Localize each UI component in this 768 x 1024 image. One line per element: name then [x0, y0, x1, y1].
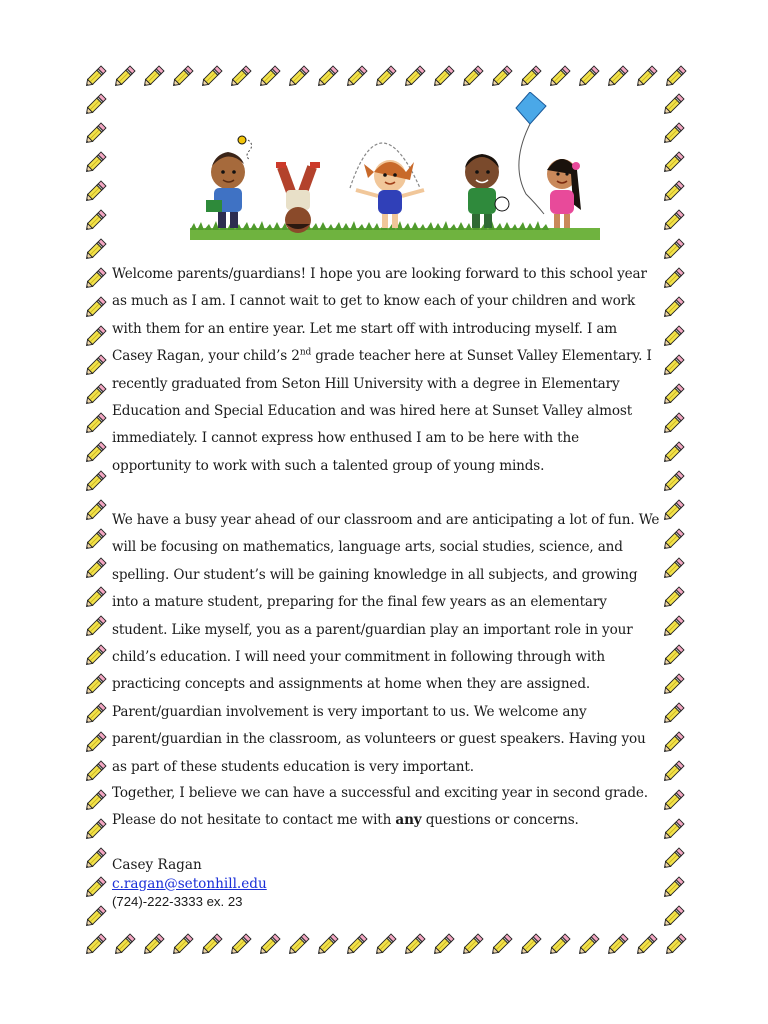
pencil-icon: [82, 846, 108, 872]
pencil-icon: [169, 64, 195, 90]
pencil-icon: [82, 121, 108, 147]
pencil-icon: [343, 64, 369, 90]
pencil-icon: [575, 64, 601, 90]
pencil-icon: [82, 208, 108, 234]
pencil-icon: [82, 150, 108, 176]
pencil-icon: [343, 932, 369, 958]
pencil-icon: [517, 64, 543, 90]
child-with-ball: [465, 154, 509, 228]
pencil-icon: [660, 701, 686, 727]
pencil-icon: [660, 353, 686, 379]
pencil-icon: [285, 64, 311, 90]
pencil-icon: [169, 932, 195, 958]
pencil-icon: [604, 64, 630, 90]
pencil-icon: [660, 672, 686, 698]
pencil-icon: [82, 875, 108, 901]
pencil-icon: [140, 64, 166, 90]
pencil-icon: [82, 817, 108, 843]
pencil-icon: [82, 64, 108, 90]
pencil-border-left: [80, 92, 110, 930]
signature-name: Casey Ragan: [112, 857, 202, 873]
pencil-icon: [660, 324, 686, 350]
pencil-icon: [82, 759, 108, 785]
children-playing-illustration: [190, 92, 600, 240]
signature-block: [112, 856, 512, 912]
pencil-icon: [546, 64, 572, 90]
pencil-icon: [660, 237, 686, 263]
pencil-icon: [459, 64, 485, 90]
pencil-icon: [662, 64, 688, 90]
pencil-icon: [82, 904, 108, 930]
pencil-icon: [82, 788, 108, 814]
pencil-icon: [660, 92, 686, 118]
paragraph-welcome-text-2: grade teacher here at Sunset Valley Elementary. I recently graduated from Seton Hill University with a degree in Elementary Education and Special Education and was hired here at Sunset Valley almost immediately. I cannot express how enthused I am to be here with the opportunity to work with such a talented group of young minds.: [112, 348, 652, 474]
pencil-icon: [82, 266, 108, 292]
pencil-icon: [660, 469, 686, 495]
pencil-icon: [660, 179, 686, 205]
paragraph-closing: [112, 780, 660, 835]
child-doing-handstand: [276, 162, 320, 233]
pencil-icon: [82, 179, 108, 205]
pencil-icon: [488, 64, 514, 90]
pencil-icon: [401, 64, 427, 90]
pencil-icon: [660, 266, 686, 292]
pencil-icon: [660, 382, 686, 408]
pencil-icon: [660, 585, 686, 611]
pencil-icon: [633, 932, 659, 958]
pencil-icon: [633, 64, 659, 90]
pencil-icon: [660, 150, 686, 176]
pencil-icon: [604, 932, 630, 958]
pencil-icon: [198, 932, 224, 958]
pencil-icon: [82, 411, 108, 437]
pencil-icon: [111, 64, 137, 90]
paragraph-welcome: [112, 261, 660, 480]
pencil-icon: [82, 382, 108, 408]
pencil-icon: [430, 932, 456, 958]
pencil-icon: [430, 64, 456, 90]
pencil-icon: [198, 64, 224, 90]
pencil-icon: [660, 643, 686, 669]
pencil-icon: [660, 759, 686, 785]
pencil-icon: [227, 932, 253, 958]
pencil-icon: [82, 932, 108, 958]
child-with-kite: [516, 92, 581, 228]
paragraph-closing-text-2: questions or concerns.: [421, 812, 579, 829]
pencil-icon: [575, 932, 601, 958]
pencil-icon: [140, 932, 166, 958]
pencil-icon: [660, 440, 686, 466]
pencil-icon: [82, 469, 108, 495]
child-jumping-rope: [350, 143, 424, 228]
email-link[interactable]: c.ragan@setonhill.edu: [112, 875, 267, 892]
pencil-icon: [82, 498, 108, 524]
phone-number: (724)-222-3333 ex. 23: [112, 894, 243, 909]
pencil-icon: [459, 932, 485, 958]
paragraph-welcome-text-1: Welcome parents/guardians! I hope you are looking forward to this school year as much as I am. I cannot wait to get to know each of your children and work with them for an entire year. Let me start off with introducing myself. I am Casey Ragan, your child’s 2: [112, 266, 647, 365]
pencil-icon: [660, 556, 686, 582]
emphasis-any: any: [395, 812, 422, 829]
pencil-icon: [660, 788, 686, 814]
pencil-icon: [82, 643, 108, 669]
pencil-icon: [82, 585, 108, 611]
pencil-icon: [82, 440, 108, 466]
pencil-icon: [82, 556, 108, 582]
pencil-border-right: [658, 92, 688, 930]
child-with-book: [206, 136, 252, 228]
pencil-icon: [660, 730, 686, 756]
pencil-icon: [227, 64, 253, 90]
pencil-icon: [111, 932, 137, 958]
pencil-icon: [314, 932, 340, 958]
pencil-icon: [82, 701, 108, 727]
pencil-icon: [82, 324, 108, 350]
pencil-icon: [660, 527, 686, 553]
pencil-icon: [314, 64, 340, 90]
pencil-icon: [660, 846, 686, 872]
pencil-icon: [372, 64, 398, 90]
pencil-icon: [82, 527, 108, 553]
pencil-icon: [256, 932, 282, 958]
pencil-icon: [517, 932, 543, 958]
pencil-icon: [82, 614, 108, 640]
pencil-icon: [660, 121, 686, 147]
pencil-icon: [401, 932, 427, 958]
pencil-icon: [660, 875, 686, 901]
pencil-icon: [660, 904, 686, 930]
pencil-icon: [660, 411, 686, 437]
pencil-icon: [82, 353, 108, 379]
pencil-icon: [660, 817, 686, 843]
pencil-icon: [82, 295, 108, 321]
paragraph-busy-year: We have a busy year ahead of our classroom and are anticipating a lot of fun. We will be focusing on mathematics, language arts, social studies, science, and spelling. Our student’s will be gaining knowledge in all subjects, and growing into a mature student, preparing for the final few years as an elementary student. Like myself, you as a parent/guardian play an important role in your child’s education. I will need your commitment in following through with practicing concepts and assignments at home when they are assigned. Parent/guardian involvement is very important to us. We welcome any parent/guardian in the classroom, as volunteers or guest speakers. Having you as part of these students education is very important.: [112, 512, 660, 775]
pencil-icon: [82, 730, 108, 756]
pencil-icon: [660, 614, 686, 640]
pencil-icon: [488, 932, 514, 958]
pencil-icon: [660, 208, 686, 234]
pencil-border-bottom: [82, 930, 690, 960]
pencil-icon: [285, 932, 311, 958]
pencil-icon: [372, 932, 398, 958]
pencil-icon: [546, 932, 572, 958]
ordinal-superscript: nd: [299, 347, 312, 358]
pencil-icon: [660, 295, 686, 321]
pencil-icon: [82, 237, 108, 263]
pencil-icon: [662, 932, 688, 958]
pencil-icon: [82, 92, 108, 118]
paragraph-closing-text-1: Together, I believe we can have a successful and exciting year in second grade. Please do not hesitate to contact me with: [112, 785, 648, 829]
pencil-icon: [660, 498, 686, 524]
pencil-icon: [256, 64, 282, 90]
pencil-border-top: [82, 62, 690, 92]
pencil-icon: [82, 672, 108, 698]
